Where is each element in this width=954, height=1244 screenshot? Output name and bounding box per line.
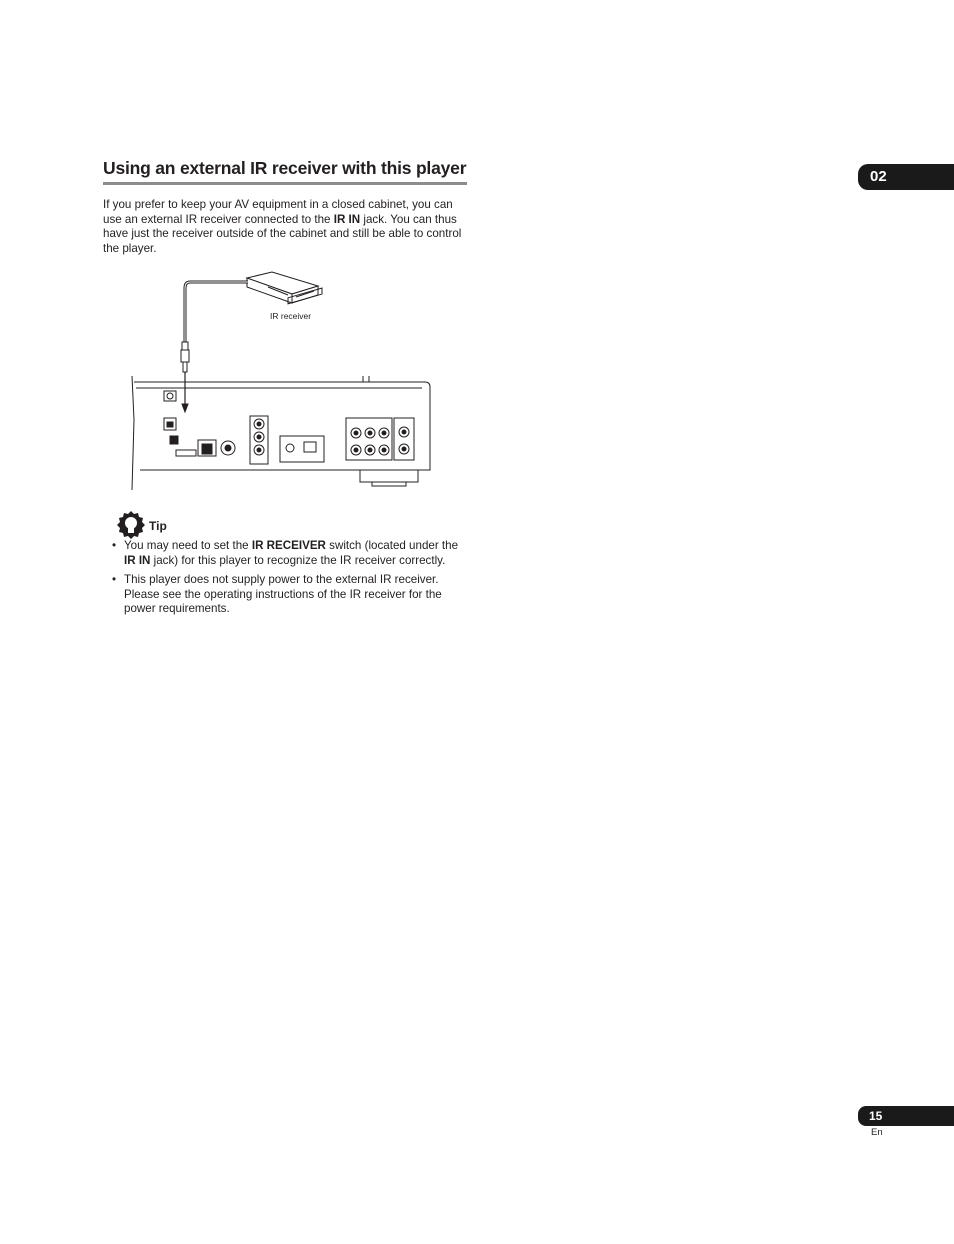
intro-paragraph [103, 198, 469, 256]
ir-receiver-label: IR receiver [270, 311, 312, 321]
tip-bold-ir-receiver: IR RECEIVER [251, 539, 326, 552]
tip-item [110, 573, 468, 617]
intro-text-after: jack. You can thus have just the receiver outside of the cabinet and still be able to control the player. [103, 212, 462, 255]
tip-heading: Tip [149, 519, 167, 533]
ir-receiver-illustration [247, 272, 322, 304]
tip-text: jack) for this player to recognize the IR receiver correctly. [150, 553, 446, 567]
tip-list [110, 539, 468, 622]
section-heading: Using an external IR receiver with this player [103, 158, 467, 185]
tip-text: switch (located under the [325, 539, 459, 552]
page-number-tab: 15 [858, 1106, 954, 1126]
lightbulb-icon [116, 510, 146, 542]
player-rear-panel-illustration [132, 376, 430, 490]
connection-illustration [120, 270, 440, 495]
chapter-tab: 02 [858, 164, 954, 190]
tip-text: You may need to set the [124, 539, 252, 552]
tip-bold-ir-in: IR IN [124, 553, 151, 567]
intro-text-before: If you prefer to keep your AV equipment in a closed cabinet, you can use an external IR receiver connected to the [103, 198, 453, 226]
intro-bold-ir-in: IR IN [333, 212, 361, 226]
language-code: En [871, 1127, 883, 1138]
connection-diagram [120, 270, 440, 495]
bullet: • [112, 573, 117, 587]
tip-text: This player does not supply power to the external IR receiver. Please see the operating instructions of the IR receiver for the power requirements. [124, 573, 442, 616]
tip-item [110, 539, 468, 568]
mini-plug-illustration [181, 342, 189, 412]
bullet: • [112, 539, 117, 552]
